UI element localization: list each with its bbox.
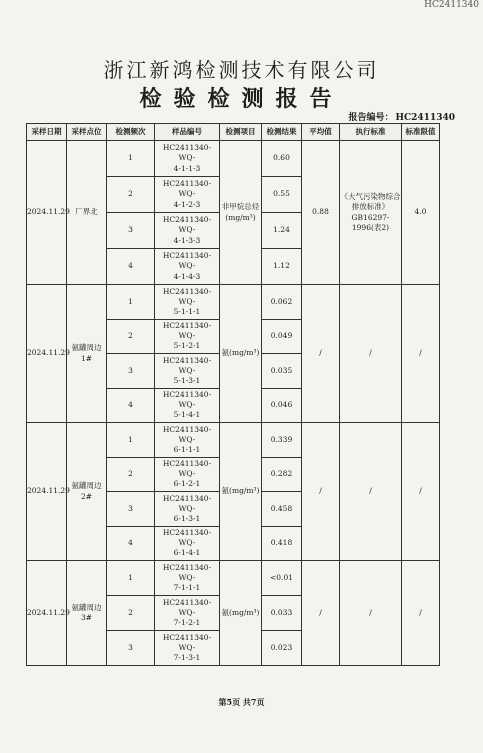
report-number-label: 报告编号： (348, 113, 394, 123)
table-row (27, 141, 440, 177)
cell-result: 0.062 (262, 285, 302, 320)
cell-sample-code: HC2411340-WQ- 6-1-4-1 (155, 526, 220, 561)
cell-result: <0.01 (262, 561, 302, 596)
cell-sample-code: HC2411340-WQ- 7-1-2-1 (155, 596, 220, 631)
cell-frequency: 3 (107, 354, 155, 389)
cell-frequency: 3 (107, 213, 155, 249)
cell-sample-code: HC2411340-WQ- 5-1-3-1 (155, 354, 220, 389)
cell-location: 氨罐周边 3# (67, 561, 107, 666)
cell-result: 0.55 (262, 177, 302, 213)
cell-average: 0.88 (302, 141, 340, 285)
cell-result: 0.458 (262, 492, 302, 527)
cell-frequency: 4 (107, 388, 155, 423)
cell-sample-code: HC2411340-WQ- 6-1-2-1 (155, 457, 220, 492)
cell-test-item: 非甲烷总烃 (mg/m³) (220, 141, 262, 285)
cell-result: 0.023 (262, 631, 302, 666)
cell-sample-code: HC2411340-WQ- 5-1-2-1 (155, 319, 220, 354)
cell-frequency: 2 (107, 319, 155, 354)
table-row (27, 285, 440, 320)
cell-average: / (302, 561, 340, 666)
cell-frequency: 1 (107, 561, 155, 596)
col-header: 执行标准 (340, 124, 402, 141)
cell-result: 0.339 (262, 423, 302, 458)
results-table (26, 123, 440, 666)
cell-standard: / (340, 561, 402, 666)
cell-test-item: 氨(mg/m³) (220, 423, 262, 561)
cell-average: / (302, 285, 340, 423)
cell-location: 氨罐周边 2# (67, 423, 107, 561)
corner-report-mark: HC2411340 (424, 0, 479, 10)
col-header: 样品编号 (155, 124, 220, 141)
cell-standard: 《大气污染物综合排放标准》 GB16297-1996(表2) (340, 141, 402, 285)
cell-frequency: 2 (107, 177, 155, 213)
cell-result: 0.418 (262, 526, 302, 561)
cell-date: 2024.11.29 (27, 423, 67, 561)
cell-result: 0.035 (262, 354, 302, 389)
cell-frequency: 2 (107, 457, 155, 492)
cell-limit: 4.0 (402, 141, 440, 285)
report-number (346, 110, 455, 123)
report-number-value: HC2411340 (395, 113, 455, 123)
cell-test-item: 氨(mg/m³) (220, 285, 262, 423)
table-row (27, 561, 440, 596)
cell-result: 0.049 (262, 319, 302, 354)
col-header: 检测项目 (220, 124, 262, 141)
cell-location: 厂界北 (67, 141, 107, 285)
cell-result: 0.046 (262, 388, 302, 423)
col-header: 采样点位 (67, 124, 107, 141)
col-header: 标准限值 (402, 124, 440, 141)
cell-frequency: 2 (107, 596, 155, 631)
cell-test-item: 氨(mg/m³) (220, 561, 262, 666)
cell-frequency: 1 (107, 141, 155, 177)
cell-frequency: 3 (107, 492, 155, 527)
cell-sample-code: HC2411340-WQ- 4-1-1-3 (155, 141, 220, 177)
cell-average: / (302, 423, 340, 561)
page-number: 第5页 共7页 (218, 697, 265, 707)
cell-result: 0.60 (262, 141, 302, 177)
col-header: 检测结果 (262, 124, 302, 141)
report-title: 检验检测报告 (139, 86, 344, 112)
cell-frequency: 3 (107, 631, 155, 666)
col-header: 平均值 (302, 124, 340, 141)
cell-location: 氨罐周边 1# (67, 285, 107, 423)
cell-date: 2024.11.29 (27, 141, 67, 285)
col-header: 检测频次 (107, 124, 155, 141)
cell-result: 1.24 (262, 213, 302, 249)
cell-frequency: 1 (107, 285, 155, 320)
cell-standard: / (340, 285, 402, 423)
cell-sample-code: HC2411340-WQ- 6-1-3-1 (155, 492, 220, 527)
cell-frequency: 4 (107, 249, 155, 285)
cell-result: 0.033 (262, 596, 302, 631)
cell-sample-code: HC2411340-WQ- 7-1-3-1 (155, 631, 220, 666)
cell-sample-code: HC2411340-WQ- 4-1-3-3 (155, 213, 220, 249)
cell-date: 2024.11.29 (27, 285, 67, 423)
cell-limit: / (402, 285, 440, 423)
cell-limit: / (402, 423, 440, 561)
cell-frequency: 4 (107, 526, 155, 561)
cell-sample-code: HC2411340-WQ- 4-1-2-3 (155, 177, 220, 213)
cell-result: 0.282 (262, 457, 302, 492)
cell-result: 1.12 (262, 249, 302, 285)
cell-sample-code: HC2411340-WQ- 6-1-1-1 (155, 423, 220, 458)
table-row (27, 423, 440, 458)
table-body (27, 141, 440, 666)
company-name: 浙江新鸿检测技术有限公司 (103, 58, 380, 82)
cell-sample-code: HC2411340-WQ- 5-1-4-1 (155, 388, 220, 423)
col-header: 采样日期 (27, 124, 67, 141)
table-header-row (27, 124, 440, 141)
cell-frequency: 1 (107, 423, 155, 458)
cell-sample-code: HC2411340-WQ- 7-1-1-1 (155, 561, 220, 596)
cell-sample-code: HC2411340-WQ- 5-1-1-1 (155, 285, 220, 320)
cell-date: 2024.11.29 (27, 561, 67, 666)
cell-sample-code: HC2411340-WQ- 4-1-4-3 (155, 249, 220, 285)
cell-limit: / (402, 561, 440, 666)
cell-standard: / (340, 423, 402, 561)
